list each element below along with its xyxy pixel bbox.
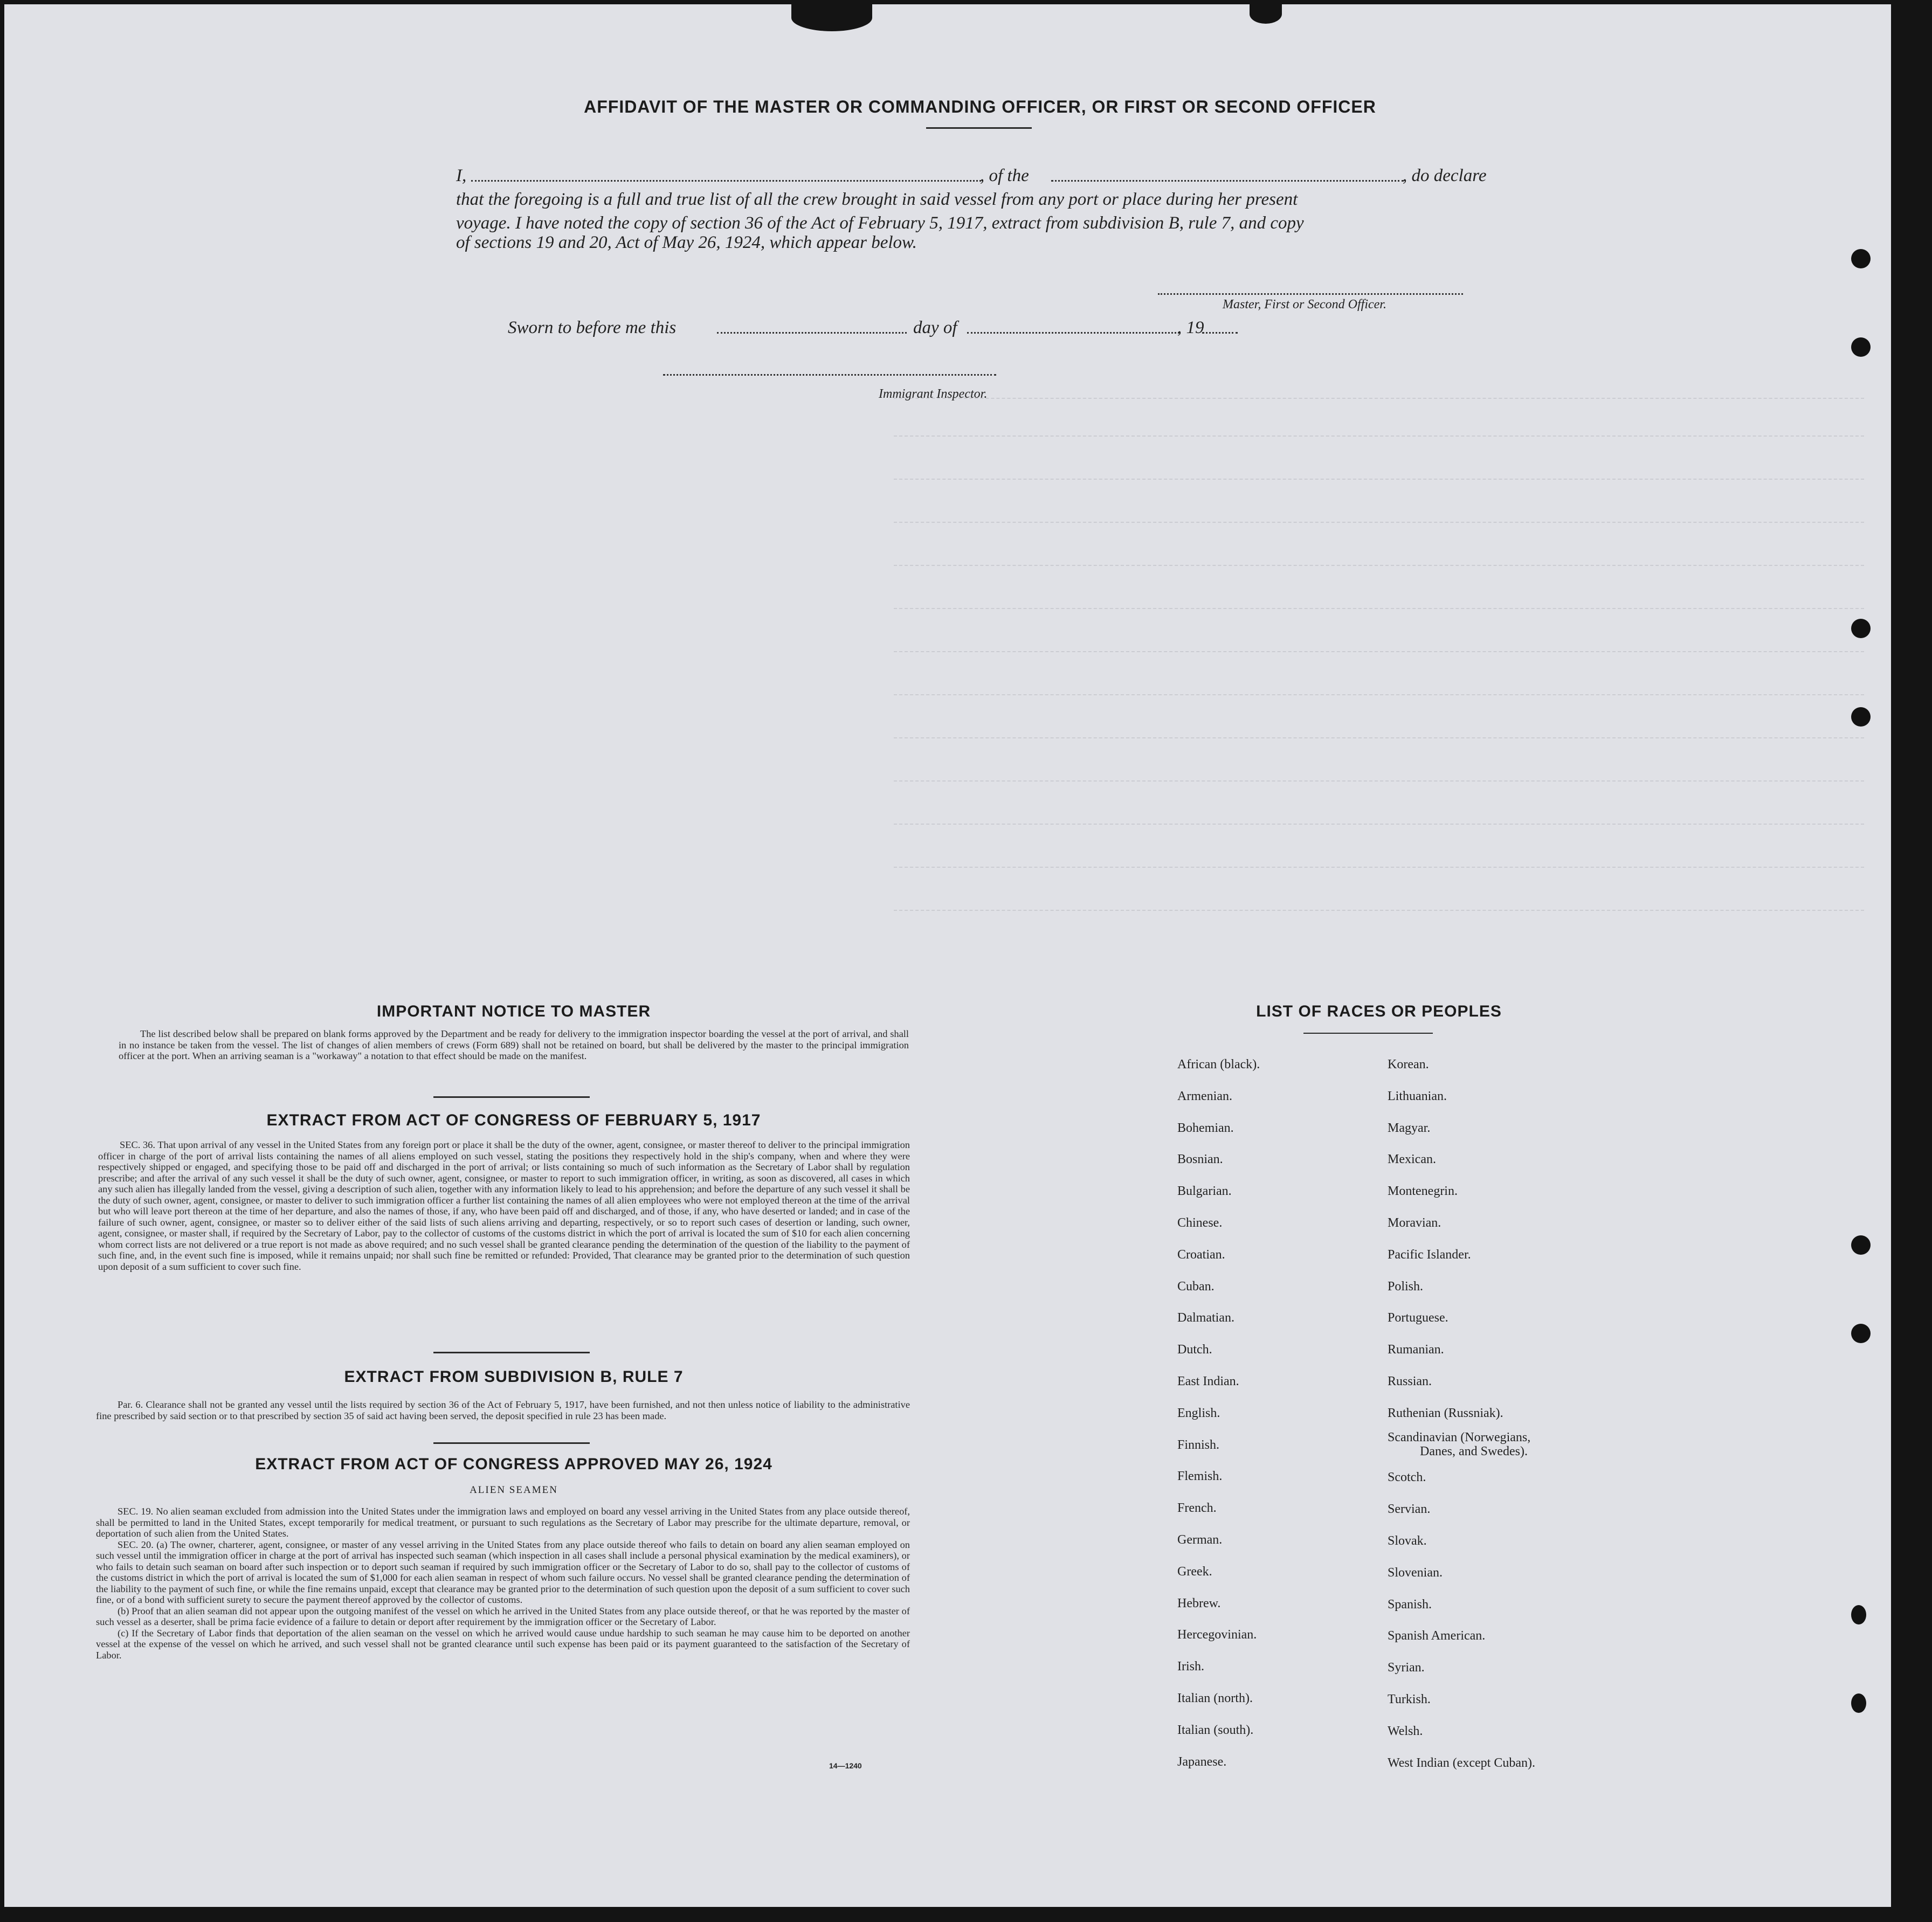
race-item: Ruthenian (Russniak). — [1388, 1406, 1503, 1420]
race-item: African (black). — [1177, 1057, 1260, 1071]
punch-hole — [1851, 707, 1871, 727]
race-item: Servian. — [1388, 1502, 1431, 1517]
declare-label: , do declare — [1403, 166, 1487, 185]
race-item-line: Scandinavian (Norwegians, — [1388, 1430, 1531, 1444]
race-item: Montenegrin. — [1388, 1184, 1458, 1199]
race-item: Welsh. — [1388, 1724, 1423, 1738]
affidavit-line-1 — [456, 166, 466, 186]
race-item: Greek. — [1177, 1564, 1212, 1579]
race-item: Finnish. — [1177, 1437, 1220, 1452]
race-item: Rumanian. — [1388, 1343, 1444, 1357]
rule7-paragraph: Par. 6. Clearance shall not be granted any vessel until the lists required by section 36 of the Act of February 5, 1917, have been furnished, and not then unless notice of liability to the administrative fine prescribed by said section or to that prescribed by section 35 of said act having been served, the deposit specified in rule 23 has been made. — [96, 1399, 910, 1421]
race-item: Slovenian. — [1388, 1565, 1443, 1580]
alien-seamen-subhead: ALIEN SEAMEN — [470, 1484, 558, 1496]
bleed-through-line — [894, 479, 1864, 480]
races-column-2 — [1388, 1049, 1535, 1779]
race-item-scandinavian — [1388, 1429, 1535, 1462]
race-item: German. — [1177, 1532, 1223, 1547]
race-item: Armenian. — [1177, 1089, 1232, 1103]
race-item: Flemish. — [1177, 1469, 1223, 1484]
of-the-label: , of the — [980, 166, 1029, 185]
bleed-through-line — [894, 565, 1864, 566]
document-page — [4, 4, 1891, 1907]
race-item: Bulgarian. — [1177, 1184, 1232, 1199]
form-number: 14—1240 — [829, 1761, 862, 1770]
section-rule — [433, 1352, 590, 1353]
race-item: Bohemian. — [1177, 1121, 1234, 1135]
race-item: Polish. — [1388, 1279, 1424, 1294]
inspector-label: Immigrant Inspector. — [879, 387, 988, 401]
sworn-month-field[interactable] — [967, 332, 1179, 334]
race-item: Dutch. — [1177, 1343, 1212, 1357]
races-column-1 — [1177, 1049, 1260, 1778]
race-item: Lithuanian. — [1388, 1089, 1447, 1103]
race-item: Scotch. — [1388, 1470, 1426, 1485]
notice-paragraph: The list described below shall be prepared on blank forms approved by the Department and be ready for delivery to the immigration inspector boarding the vessel at the port of arrival, and shall in no instance be taken from the vessel. The list of changes of alien members of crews (Form 689) shall not be retained on board, but shall be delivered by the master to the principal immigration officer at the port. When an arriving seaman is a "workaway" a notation to that effect should be made on the manifest. — [119, 1028, 909, 1061]
race-item: Spanish. — [1388, 1597, 1432, 1612]
inspector-signature-field[interactable] — [663, 374, 996, 376]
punch-hole — [1851, 249, 1871, 268]
affidavit-line-3: voyage. I have noted the copy of section 36 of the Act of February 5, 1917, extract from subdivision B, rule 7, and copy — [456, 213, 1304, 233]
bleed-through-line — [894, 910, 1864, 911]
section-rule — [433, 1096, 590, 1098]
day-of-label: day of — [913, 318, 957, 337]
bleed-through-line — [894, 608, 1864, 609]
bleed-through-line — [894, 867, 1864, 868]
sec20b-paragraph: (b) Proof that an alien seaman did not appear upon the outgoing manifest of the vessel on which he arrived in the United States from any place outside thereof, or that he was reported by the master of such vessel as a deserter, shall be prima facie evidence of a failure to detain or deport after requirement by the immigration officer or the Secretary of Labor. — [96, 1605, 910, 1627]
affidavit-title: AFFIDAVIT OF THE MASTER OR COMMANDING OFFICER, OR FIRST OR SECOND OFFICER — [584, 97, 1376, 116]
section-rule — [433, 1442, 590, 1444]
notice-title: IMPORTANT NOTICE TO MASTER — [376, 1003, 651, 1020]
punch-hole — [1851, 1605, 1866, 1624]
race-item: Spanish American. — [1388, 1629, 1486, 1643]
race-item: Chinese. — [1177, 1215, 1223, 1230]
race-item: Mexican. — [1388, 1152, 1436, 1167]
race-item: French. — [1177, 1501, 1217, 1516]
race-item: Italian (south). — [1177, 1723, 1254, 1737]
bleed-through-line — [894, 398, 1864, 399]
year-label: , 19 — [1177, 318, 1204, 337]
race-item: Turkish. — [1388, 1692, 1431, 1706]
bleed-through-line — [894, 651, 1864, 652]
bleed-through-line — [894, 435, 1864, 437]
affidavit-line-4: of sections 19 and 20, Act of May 26, 1924, which appear below. — [456, 233, 917, 252]
extract-1924-text — [96, 1506, 910, 1661]
sworn-date-field[interactable] — [717, 332, 907, 334]
race-item: Hebrew. — [1177, 1596, 1221, 1610]
sworn-year-field[interactable] — [1202, 332, 1238, 334]
punch-hole — [1851, 337, 1871, 357]
race-item: Slovak. — [1388, 1533, 1427, 1548]
race-item: Cuban. — [1177, 1279, 1215, 1294]
punch-hole — [1851, 1324, 1871, 1343]
bleed-through-line — [894, 522, 1864, 523]
i-label: I, — [456, 166, 467, 185]
race-item: Irish. — [1177, 1660, 1204, 1674]
extract-1917-paragraph: SEC. 36. That upon arrival of any vessel in the United States from any foreign port or place it shall be the duty of the owner, agent, consignee, or master thereof to deliver to the principal immigration officer in charge of the port of arrival lists containing the names of all aliens employed on such vessel, stating the positions they respectively hold in the ship's company, when and where they were respectively shipped or engaged, and specifying those to be paid off and discharged in the port of arrival; or lists containing so much of such information as the Secretary of Labor shall by regulation prescribe; and after the arrival of any such vessel it shall be the duty of such owner, agent, consignee, or master to report to such immigration officer, in writing, as soon as discovered, all cases in which any such alien has illegally landed from the vessel, giving a description of such alien, together with any information likely to lead to his apprehension; and before the departure of any such vessel it shall be the duty of such owner, agent, consignee, or master to deliver to such immigration officer a further list containing the names of all alien employees who were not employed thereon at the time of the arrival but who will leave port thereon at the time of her departure, and also the names of those, if any, who have been paid off and discharged, and of those, if any, who have deserted or landed; and in case of the failure of such owner, agent, consignee, or master so to deliver either of the said lists of such aliens arriving and departing, respectively, or so to report such cases of desertion or landing, such owner, agent, consignee, or master shall, if required by the Secretary of Labor, pay to the collector of customs of the customs district in which the port of arrival is located the sum of $10 for each alien concerning whom correct lists are not delivered or a true report is not made as above required; and no such vessel shall be granted clearance pending the determination of the question of the liability to the payment of such fine, and, in the event such fine is imposed, while it remains unpaid; nor shall such fine be remitted or refunded: Provided, That clearance may be granted prior to the determination of such question upon deposit of a sum sufficient to cover such fine. — [98, 1139, 910, 1272]
bleed-through-line — [894, 694, 1864, 695]
sec20a-paragraph: SEC. 20. (a) The owner, charterer, agent, consignee, or master of any vessel arriving in the United States from any place outside thereof who fails to detain on board any alien seaman employed on such vessel until the immigration officer in charge at the port of arrival has inspected such seaman (which inspection in all cases shall include a personal physical examination by the medical examiners), or who fails to detain such seaman on board after such inspection or to deport such seaman if required by such immigration officer or the Secretary of Labor to do so, shall pay to the collector of customs of the customs district in which the port of arrival is located the sum of $1,000 for each alien seaman in respect of whom such failure occurs. No vessel shall be granted clearance pending the determination of the liability to the payment of such fine, or while the fine remains unpaid, except that clearance may be granted prior to the determination of such question upon the deposit of a sum sufficient to cover such fine, or of a bond with sufficient surety to secure the payment thereof approved by the collector of customs. — [96, 1539, 910, 1605]
race-item: Hercegovinian. — [1177, 1628, 1257, 1642]
race-item: Bosnian. — [1177, 1152, 1223, 1167]
torn-edge — [791, 4, 872, 31]
sec20c-paragraph: (c) If the Secretary of Labor finds that deportation of the alien seaman on the vessel on which he arrived would cause undue hardship to such seaman he may cause him to be deported on another vessel at the expense of the vessel on which he arrived, and such vessel shall not be granted clearance until such expense has been paid or its payment guaranteed to the satisfaction of the Secretary of Labor. — [96, 1627, 910, 1661]
vessel-field[interactable] — [1051, 180, 1404, 182]
master-signature-label: Master, First or Second Officer. — [1223, 298, 1386, 312]
race-item: English. — [1177, 1406, 1220, 1420]
notice-text — [119, 1028, 909, 1062]
sec19-paragraph: SEC. 19. No alien seaman excluded from admission into the United States under the immigration laws and employed on board any vessel arriving in the United States from any place outside thereof, shall be permitted to land in the United States, except temporarily for medical treatment, or pursuant to such regulations as the Secretary of Labor may prescribe for the ultimate departure, removal, or deportation of such alien from the United States. — [96, 1506, 910, 1539]
extract-1924-title: EXTRACT FROM ACT OF CONGRESS APPROVED MAY 26, 1924 — [255, 1455, 772, 1473]
race-item: Magyar. — [1388, 1121, 1431, 1135]
race-item: Korean. — [1388, 1057, 1429, 1071]
race-item: Russian. — [1388, 1374, 1432, 1388]
race-item: East Indian. — [1177, 1374, 1239, 1388]
bleed-through-line — [894, 780, 1864, 782]
race-item: Dalmatian. — [1177, 1311, 1234, 1325]
rule7-title: EXTRACT FROM SUBDIVISION B, RULE 7 — [344, 1368, 684, 1386]
race-item: Italian (north). — [1177, 1691, 1253, 1705]
race-item: Portuguese. — [1388, 1311, 1448, 1325]
race-item-line: Danes, and Swedes). — [1420, 1444, 1528, 1458]
torn-edge — [1250, 4, 1282, 24]
punch-hole — [1851, 619, 1871, 638]
punch-hole — [1851, 1693, 1866, 1713]
race-item: West Indian (except Cuban). — [1388, 1755, 1535, 1770]
race-item: Pacific Islander. — [1388, 1247, 1471, 1262]
affidavit-line-2: that the foregoing is a full and true list of all the crew brought in said vessel from any port or place during her present — [456, 190, 1298, 209]
race-item: Croatian. — [1177, 1247, 1225, 1262]
master-signature-field[interactable] — [1158, 293, 1463, 295]
bleed-through-line — [894, 737, 1864, 738]
title-rule — [926, 127, 1032, 129]
name-field[interactable] — [471, 180, 981, 182]
bleed-through-line — [894, 824, 1864, 825]
race-item: Japanese. — [1177, 1754, 1227, 1769]
rule7-text — [96, 1399, 910, 1421]
races-title-rule — [1303, 1033, 1433, 1034]
races-title: LIST OF RACES OR PEOPLES — [1256, 1003, 1502, 1020]
punch-hole — [1851, 1235, 1871, 1255]
sworn-label: Sworn to before me this — [508, 318, 677, 337]
extract-1917-title: EXTRACT FROM ACT OF CONGRESS OF FEBRUARY 5, 1917 — [266, 1111, 761, 1129]
race-item: Moravian. — [1388, 1215, 1441, 1230]
extract-1917-text — [98, 1139, 910, 1272]
race-item: Syrian. — [1388, 1661, 1425, 1675]
